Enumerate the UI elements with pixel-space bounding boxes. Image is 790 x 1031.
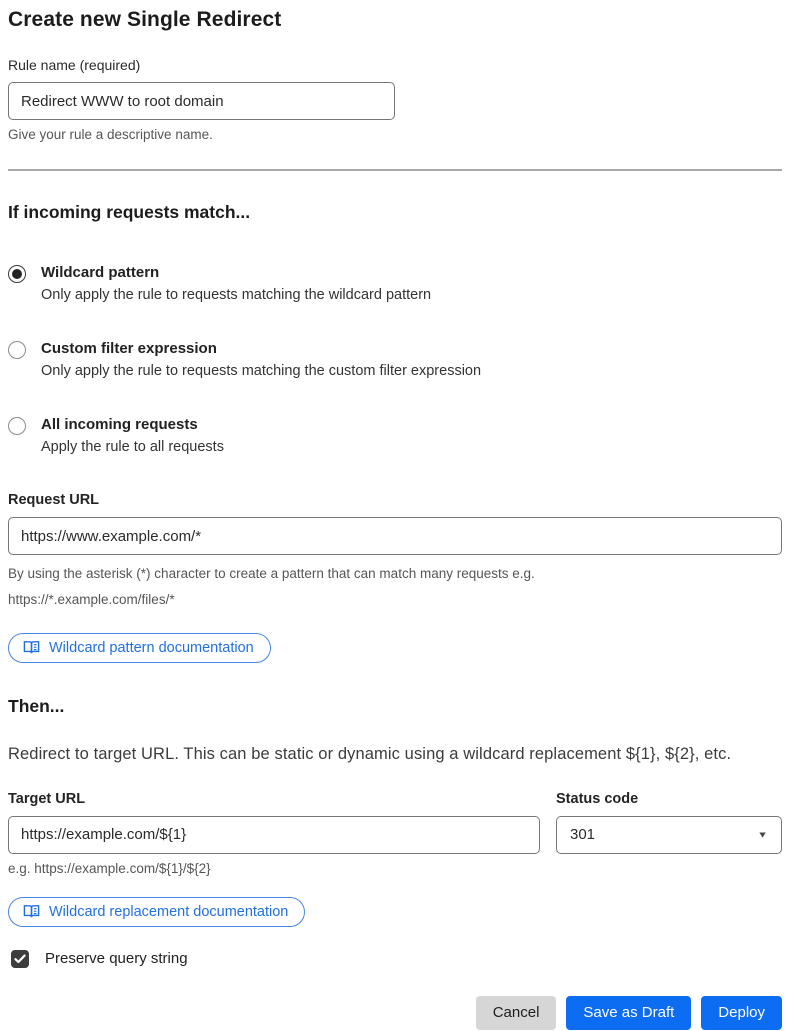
save-as-draft-button[interactable]: Save as Draft [566, 996, 691, 1030]
then-section-heading: Then... [8, 695, 65, 716]
target-url-helper: e.g. https://example.com/${1}/${2} [8, 860, 211, 876]
rule-name-label: Rule name (required) [8, 57, 141, 73]
radio-option-wildcard-pattern[interactable] [8, 264, 782, 303]
request-url-label: Request URL [8, 492, 100, 508]
target-url-label: Target URL [8, 790, 86, 807]
radio-label: Custom filter expression [41, 340, 217, 357]
radio-label: All incoming requests [41, 416, 198, 433]
open-book-icon [23, 904, 40, 919]
section-divider [8, 169, 782, 171]
then-description: Redirect to target URL. This can be static or dynamic using a wildcard replacement ${1}, ${2}, etc. [8, 744, 732, 763]
cancel-button[interactable]: Cancel [476, 996, 557, 1030]
radio-label: Wildcard pattern [41, 264, 160, 281]
doc-button-label: Wildcard replacement documentation [49, 903, 289, 920]
request-url-helper [8, 561, 782, 614]
request-url-helper-line2: https://*.example.com/files/* [8, 592, 175, 608]
page-title: Create new Single Redirect [8, 8, 282, 31]
status-code-select[interactable] [556, 816, 782, 854]
target-row [8, 791, 782, 876]
open-book-icon [23, 640, 40, 655]
radio-description: Only apply the rule to requests matching the wildcard pattern [41, 287, 432, 303]
radio-description: Apply the rule to all requests [41, 439, 224, 455]
radio-option-custom-filter[interactable] [8, 340, 782, 379]
status-code-label: Status code [556, 790, 639, 807]
rule-name-helper: Give your rule a descriptive name. [8, 127, 213, 142]
doc-button-label: Wildcard pattern documentation [49, 639, 254, 656]
status-code-value: 301 [570, 826, 596, 844]
deploy-button[interactable]: Deploy [701, 996, 782, 1030]
request-url-input[interactable] [8, 517, 782, 555]
target-url-input[interactable] [8, 816, 540, 854]
chevron-down-icon: ▼ [757, 829, 768, 840]
preserve-query-label: Preserve query string [45, 950, 188, 968]
wildcard-replacement-docs-button[interactable] [8, 897, 305, 927]
match-section-heading: If incoming requests match... [8, 202, 251, 222]
preserve-query-row[interactable] [8, 950, 782, 968]
checkbox-checked-icon[interactable] [11, 950, 29, 968]
rule-name-input[interactable] [8, 82, 395, 120]
wildcard-pattern-docs-button[interactable] [8, 633, 271, 663]
radio-button-icon[interactable] [8, 341, 26, 359]
radio-button-icon[interactable] [8, 417, 26, 435]
radio-description: Only apply the rule to requests matching the custom filter expression [41, 363, 482, 379]
match-type-radio-group [8, 264, 782, 455]
radio-option-all-requests[interactable] [8, 416, 782, 455]
footer-actions [8, 996, 782, 1030]
radio-button-icon[interactable] [8, 265, 26, 283]
request-url-helper-line1: By using the asterisk (*) character to create a pattern that can match many requests e.g. [8, 566, 535, 581]
